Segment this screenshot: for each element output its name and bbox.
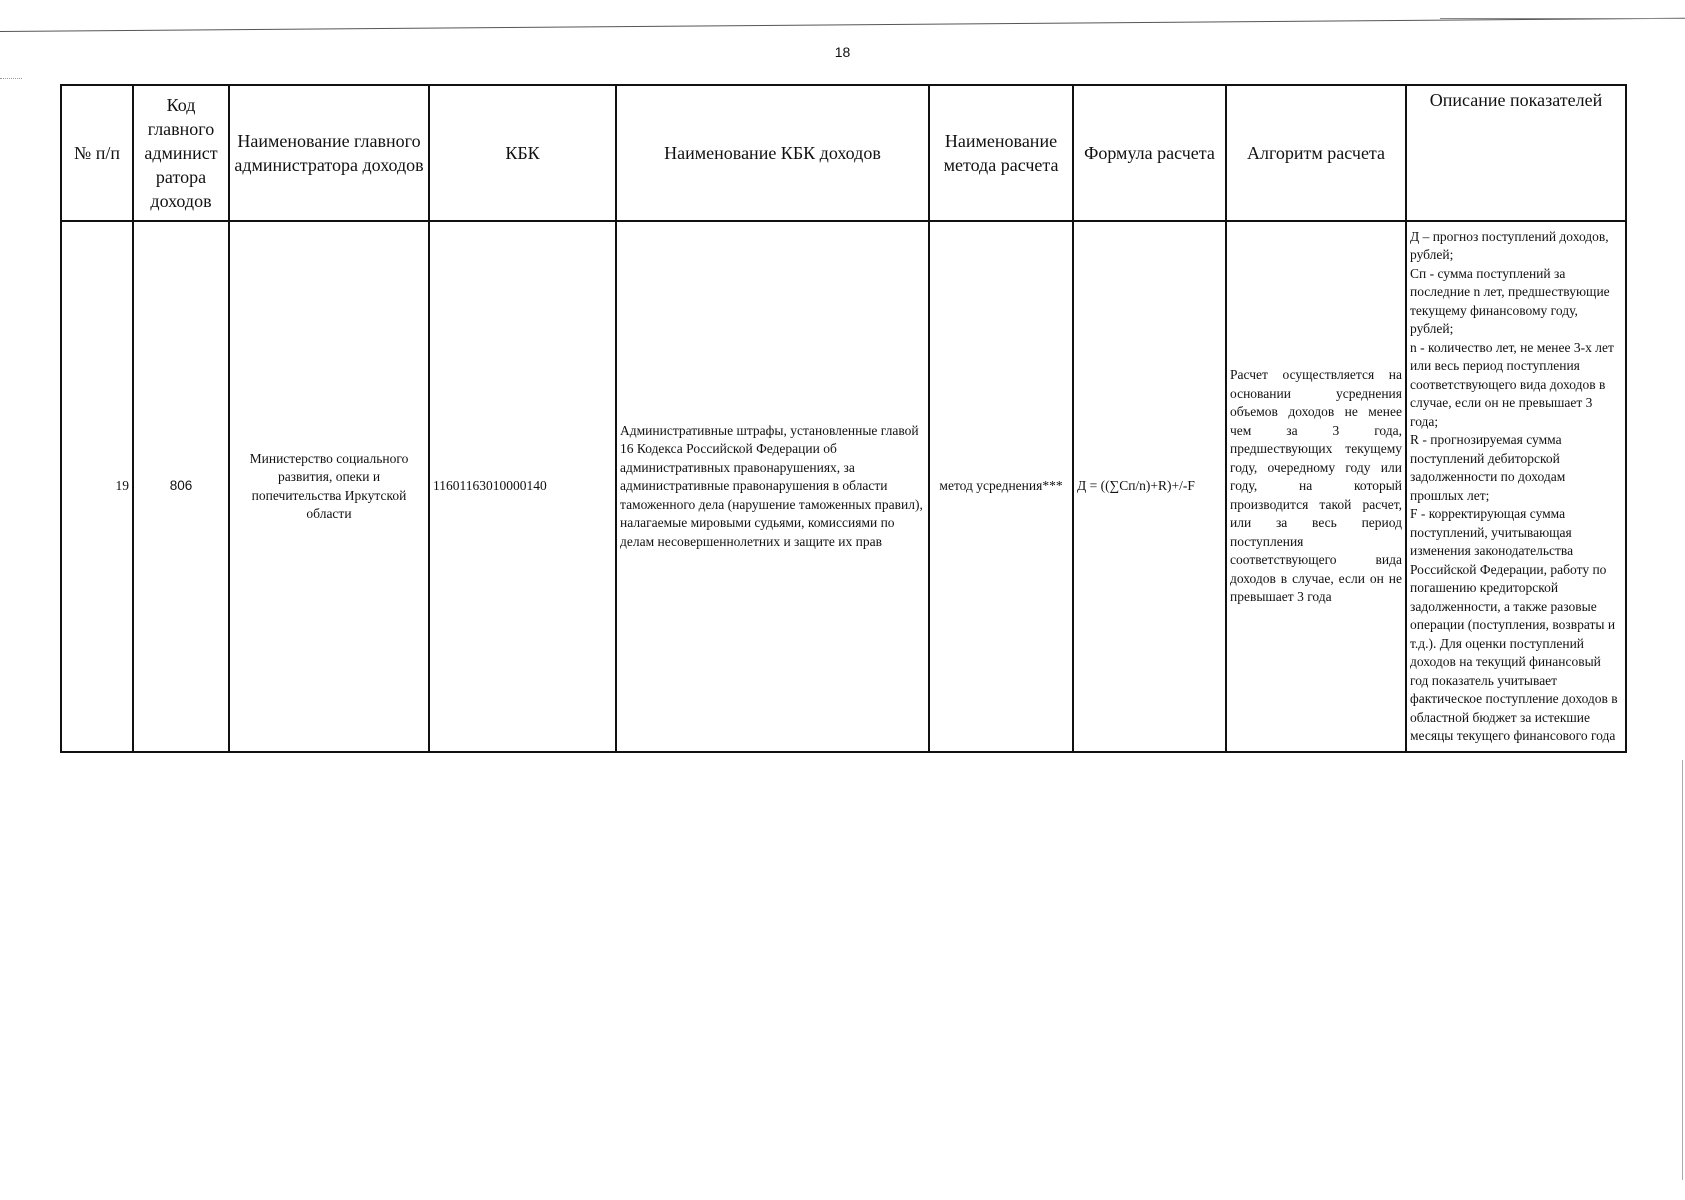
header-description: Описание показателей (1406, 85, 1626, 221)
revenue-forecast-table (60, 84, 1627, 753)
header-formula: Формула расчета (1073, 85, 1226, 221)
cell-kbk-name: Административные штрафы, установленные главой 16 Кодекса Российской Федерации об административных правонарушениях, за административные правонарушения в области таможенного дела (нарушение таможенных правил), налагаемые мировыми судьями, комиссиями по делам несовершеннолетних и защите их прав (616, 221, 929, 752)
header-num: № п/п (61, 85, 133, 221)
scan-artifact-line (1440, 18, 1685, 19)
description-line: F - корректирующая сумма поступлений, учитывающая изменения законодательства Российской Федерации, работу по погашению кредиторской задолженности, а также разовые операции (поступления, возвраты и т.д.). Для оценки поступлений доходов на текущий финансовый год показатель учитывает фактическое поступление доходов в областной бюджет за истекшие месяцы текущего финансового года (1410, 506, 1618, 743)
cell-admin-code: 806 (133, 221, 229, 752)
header-admin-name: Наименование главного администратора доходов (229, 85, 429, 221)
header-method: Наименование метода расчета (929, 85, 1073, 221)
cell-algorithm: Расчет осуществляется на основании усреднения объемов доходов не менее чем за 3 года, предшествующих текущему году, очередному году или году, на который производится такой расчет, или за весь период поступления соответствующего вида доходов в случае, если он не превышает 3 года (1226, 221, 1406, 752)
description-line: n - количество лет, не менее 3-х лет или весь период поступления соответствующего вида доходов в случае, если он не превышает 3 года; (1410, 339, 1614, 429)
table-row (61, 221, 1626, 752)
cell-method: метод усреднения*** (929, 221, 1073, 752)
cell-admin-name: Министерство социального развития, опеки и попечительства Иркутской области (229, 221, 429, 752)
page-number: 18 (834, 44, 851, 60)
header-kbk: КБК (429, 85, 616, 221)
table-header-row (61, 85, 1626, 221)
scan-artifact-line (0, 18, 1685, 32)
header-kbk-name: Наименование КБК доходов (616, 85, 929, 221)
scan-artifact-edge (1682, 760, 1683, 1180)
description-line: Д – прогноз поступлений доходов, рублей; (1410, 228, 1609, 262)
description-line: Сп - сумма поступлений за последние n лет, предшествующие текущему финансовому году, рублей; (1410, 265, 1610, 336)
header-algorithm: Алгоритм расчета (1226, 85, 1406, 221)
description-line: R - прогнозируемая сумма поступлений дебиторской задолженности по доходам прошлых лет; (1410, 432, 1566, 503)
cell-description (1406, 221, 1626, 752)
cell-formula: Д = ((∑Сп/n)+R)+/-F (1073, 221, 1226, 752)
cell-num: 19 (61, 221, 133, 752)
cell-kbk: 11601163010000140 (429, 221, 616, 752)
scan-artifact-dash (0, 78, 22, 79)
header-admin-code: Код главного админист ратора доходов (133, 85, 229, 221)
